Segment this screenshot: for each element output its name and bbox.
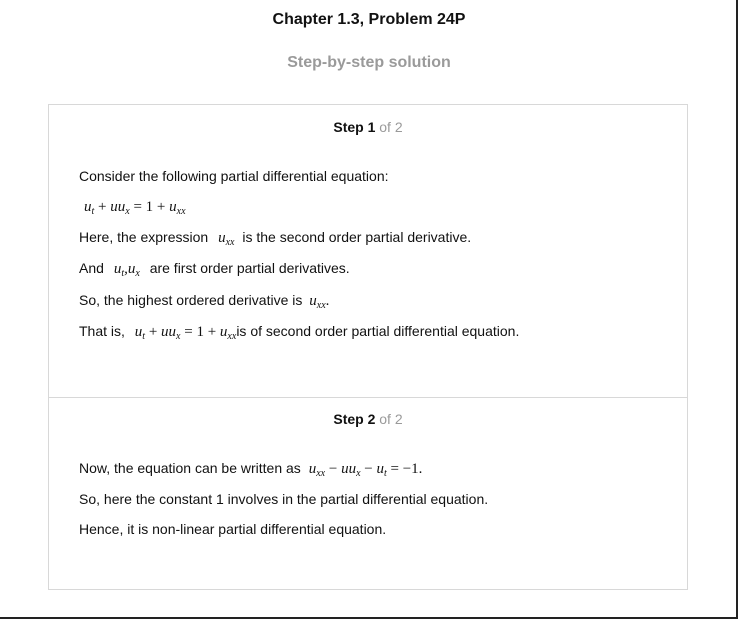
step-1-of: of 2: [379, 119, 403, 135]
step-1-here-line: Here, the expression $u_{xx}$ is the second order partial derivative.: [79, 229, 472, 248]
step-2-label: Step 2: [333, 411, 376, 427]
step-1-that-text-b: is of second order partial differential equation.: [236, 323, 520, 339]
step-1-equation: $u_t + uu_x = 1 + u_{xx}$: [84, 199, 186, 217]
solution-subtitle: Step-by-step solution: [287, 54, 451, 71]
step-2-now-text: Now, the equation can be written as: [79, 460, 301, 476]
step-1-that-text-a: That is,: [79, 323, 125, 339]
step-1-heading: [49, 119, 687, 135]
step-1-here-text-a: Here, the expression: [79, 229, 209, 245]
solution-card: [48, 104, 688, 590]
page-title: Chapter 1.3, Problem 24P: [272, 11, 466, 28]
step-2-now-line: Now, the equation can be written as $u_{xx} - uu_x - u_t = -1$.: [79, 460, 423, 479]
step-1-here-text-b: is the second order partial derivative.: [242, 229, 472, 245]
step-1-and-line: And $u_t,u_x$ are first order partial derivatives.: [79, 260, 350, 279]
step-2-constant-line: So, here the constant 1 involves in the partial differential equation.: [79, 491, 489, 507]
step-1-so-text: So, the highest ordered derivative is: [79, 292, 303, 308]
step-1-and-text-a: And: [79, 260, 104, 276]
step-divider: [49, 397, 687, 398]
step-1-highest-line: So, the highest ordered derivative is $u_{xx}$.: [79, 292, 330, 311]
step-2-heading: [49, 411, 687, 427]
step-2-conclusion-line: Hence, it is non-linear partial differential equation.: [79, 521, 387, 537]
step-1-intro: Consider the following partial differential equation:: [79, 168, 389, 184]
step-1-that-line: That is, $u_t + uu_x = 1 + u_{xx}is$ of second order partial differential equation.: [79, 323, 520, 342]
step-1-and-text-b: are first order partial derivatives.: [149, 260, 350, 276]
step-2-of: of 2: [379, 411, 403, 427]
step-1-label: Step 1: [333, 119, 376, 135]
